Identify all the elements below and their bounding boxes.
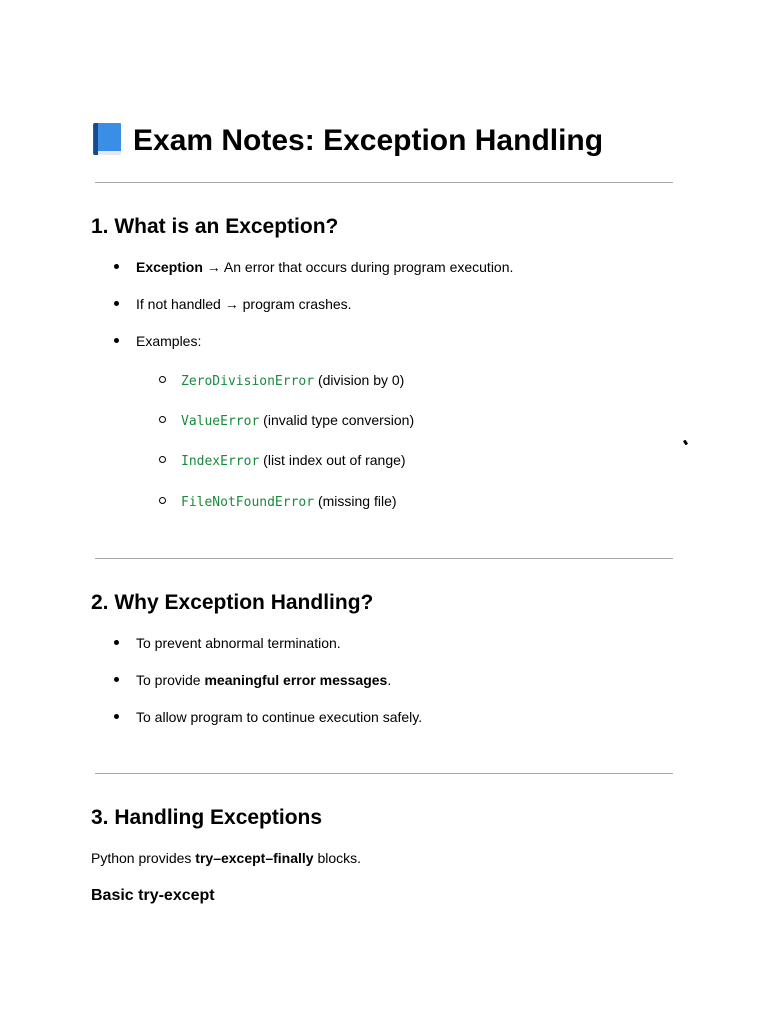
list-item: To prevent abnormal termination. <box>136 635 341 651</box>
list-item: To provide meaningful error messages. <box>136 672 392 688</box>
divider <box>95 773 673 774</box>
divider <box>95 182 673 183</box>
list-item: Exception → An error that occurs during program execution. <box>136 259 514 275</box>
list-item: If not handled → program crashes. <box>136 296 352 312</box>
example-item: FileNotFoundError (missing file) <box>181 493 397 510</box>
list-item: Examples: <box>136 333 202 349</box>
code-zerodivisionerror: ZeroDivisionError <box>181 374 315 389</box>
section-3-heading: 3. Handling Exceptions <box>91 806 323 829</box>
example-item: ValueError (invalid type conversion) <box>181 412 415 429</box>
code-valueerror: ValueError <box>181 414 260 429</box>
intro-paragraph: Python provides try–except–finally blocks. <box>91 850 362 866</box>
example-item: ZeroDivisionError (division by 0) <box>181 372 405 389</box>
term-exception: Exception <box>136 259 203 275</box>
page-title-text: Exam Notes: Exception Handling <box>133 124 604 157</box>
section-1-heading: 1. What is an Exception? <box>91 215 339 238</box>
section-2-heading: 2. Why Exception Handling? <box>91 591 374 614</box>
code-filenotfounderror: FileNotFoundError <box>181 495 315 510</box>
stray-mark <box>683 440 688 446</box>
page-title <box>91 122 603 166</box>
code-indexerror: IndexError <box>181 454 260 469</box>
list-item: To allow program to continue execution safely. <box>136 709 423 725</box>
divider <box>95 558 673 559</box>
example-item: IndexError (list index out of range) <box>181 452 406 469</box>
subheading-basic-try-except: Basic try-except <box>91 887 215 904</box>
blue-book-icon <box>91 122 123 166</box>
